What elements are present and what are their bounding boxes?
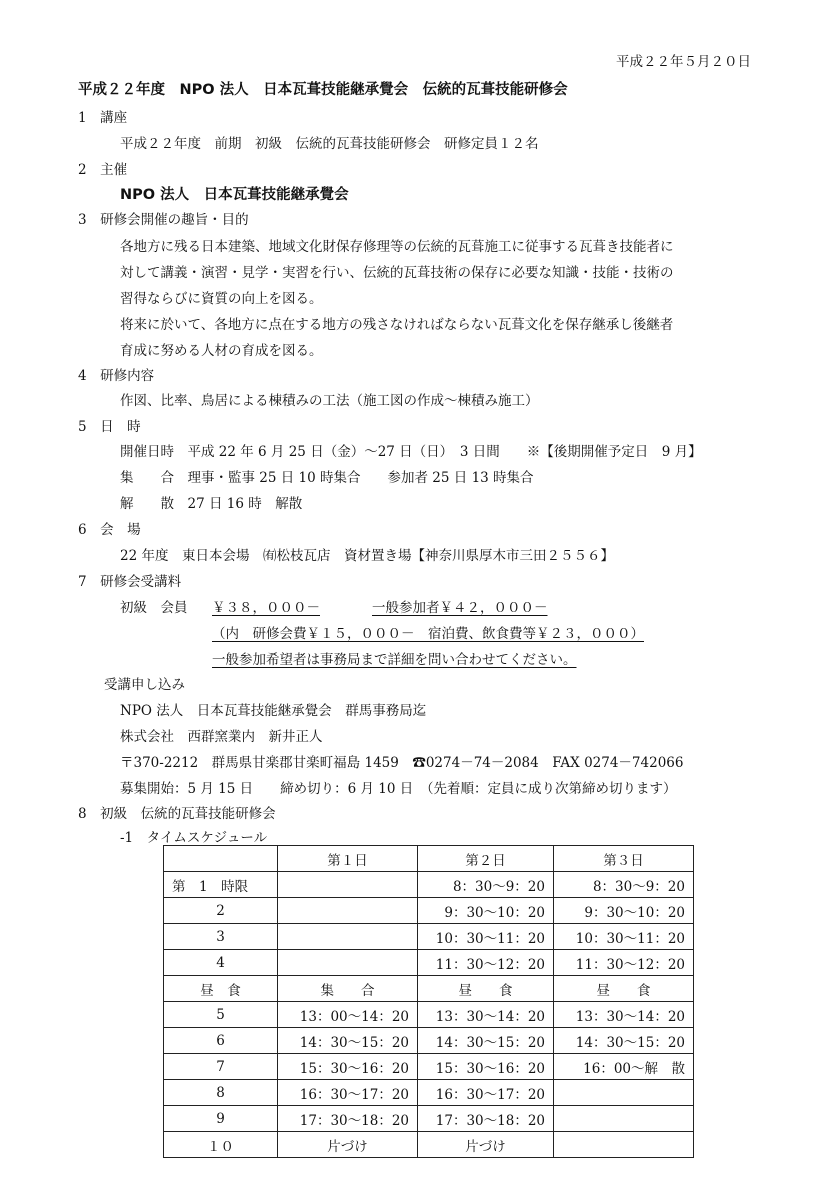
schedule-header-day-3: 第３日 — [554, 846, 694, 872]
day-3-cell: 13：30～14：20 — [554, 1002, 694, 1028]
period-cell: 第 1 時限 — [164, 872, 278, 898]
section-4-body: 作図、比率、鳥居による棟積みの工法（施工図の作成～棟積み施工） — [120, 393, 539, 409]
day-2-cell: 9：30～10：20 — [418, 898, 554, 924]
schedule-row — [164, 1054, 694, 1080]
schedule-row — [164, 950, 694, 976]
section-5-heading: 5 日 時 — [78, 419, 141, 435]
day-3-cell: 10：30～11：20 — [554, 924, 694, 950]
period-cell: 3 — [164, 924, 278, 950]
day-3-cell: 16：00～解 散 — [554, 1054, 694, 1080]
day-3-cell: 昼 食 — [554, 976, 694, 1002]
period-cell: １０ — [164, 1132, 278, 1158]
schedule-row — [164, 898, 694, 924]
day-2-cell: 17：30～18：20 — [418, 1106, 554, 1132]
section-3-line: 将来に於いて、各地方に点在する地方の残さなければならない瓦葺文化を保存継承し後継者 — [120, 317, 674, 333]
schedule-row — [164, 924, 694, 950]
section-1-heading: 1 講座 — [78, 110, 128, 126]
period-cell: 8 — [164, 1080, 278, 1106]
schedule-row — [164, 1080, 694, 1106]
day-2-cell: 14：30～15：20 — [418, 1028, 554, 1054]
day-2-cell: 16：30～17：20 — [418, 1080, 554, 1106]
day-1-cell: 13：00～14：20 — [278, 1002, 418, 1028]
document-date: 平成２２年５月２０日 — [616, 54, 751, 70]
day-3-cell: 14：30～15：20 — [554, 1028, 694, 1054]
day-1-cell: 14：30～15：20 — [278, 1028, 418, 1054]
day-1-cell — [278, 950, 418, 976]
section-6-heading: 6 会 場 — [78, 522, 141, 538]
period-cell: 4 — [164, 950, 278, 976]
section-3-line: 対して講義・演習・見学・実習を行い、伝統的瓦葺技術の保存に必要な知識・技能・技術の — [120, 265, 674, 281]
section-3-line: 各地方に残る日本建築、地域文化財保存修理等の伝統的瓦葺施工に従事する瓦葺き技能者に — [120, 239, 674, 255]
day-1-cell — [278, 872, 418, 898]
schedule-header-cell — [164, 846, 278, 872]
day-1-cell: 片づけ — [278, 1132, 418, 1158]
schedule-row — [164, 872, 694, 898]
period-cell: 2 — [164, 898, 278, 924]
schedule-row — [164, 1132, 694, 1158]
day-2-cell: 11：30～12：20 — [418, 950, 554, 976]
day-2-cell: 8：30～9：20 — [418, 872, 554, 898]
section-2-body: NPO 法人 日本瓦葺技能継承覺会 — [120, 187, 349, 203]
fee-breakdown: （内 研修会費￥１５，０００－ 宿泊費、飲食費等￥２３，０００） — [212, 626, 644, 642]
schedule-subheading: -1 タイムスケジュール — [120, 830, 268, 846]
day-2-cell: 昼 食 — [418, 976, 554, 1002]
day-3-cell — [554, 1080, 694, 1106]
section-5-line: 開催日時 平成 22 年 6 月 25 日（金）～27 日（日） 3 日間 ※【後期開催予定日 9 月】 — [120, 444, 702, 460]
period-cell: 9 — [164, 1106, 278, 1132]
schedule-header-day-1: 第１日 — [278, 846, 418, 872]
day-2-cell: 13：30～14：20 — [418, 1002, 554, 1028]
period-cell: 6 — [164, 1028, 278, 1054]
schedule-row — [164, 1028, 694, 1054]
apply-line: NPO 法人 日本瓦葺技能継承覺会 群馬事務局迄 — [120, 703, 427, 719]
day-3-cell: 8：30～9：20 — [554, 872, 694, 898]
section-3-heading: 3 研修会開催の趣旨・目的 — [78, 212, 249, 228]
section-4-heading: 4 研修内容 — [78, 368, 155, 384]
schedule-header-day-2: 第２日 — [418, 846, 554, 872]
day-2-cell: 10：30～11：20 — [418, 924, 554, 950]
document-title: 平成２２年度 NPO 法人 日本瓦葺技能継承覺会 伝統的瓦葺技能研修会 — [78, 82, 568, 98]
schedule-header-row — [164, 846, 694, 872]
day-1-cell: 17：30～18：20 — [278, 1106, 418, 1132]
period-cell: 7 — [164, 1054, 278, 1080]
section-5-line: 集 合 理事・監事 25 日 10 時集合 参加者 25 日 13 時集合 — [120, 470, 534, 486]
apply-period: 募集開始：5 月 15 日 締め切り：6 月 10 日 （先着順：定員に成り次第締め切ります） — [120, 781, 677, 797]
section-2-heading: 2 主催 — [78, 162, 128, 178]
apply-line: 株式会社 西群窯業内 新井正人 — [120, 729, 323, 745]
day-1-cell — [278, 924, 418, 950]
day-1-cell — [278, 898, 418, 924]
day-3-cell: 11：30～12：20 — [554, 950, 694, 976]
day-1-cell: 集 合 — [278, 976, 418, 1002]
period-cell: 5 — [164, 1002, 278, 1028]
apply-heading: 受講申し込み — [104, 677, 185, 693]
day-1-cell: 15：30～16：20 — [278, 1054, 418, 1080]
fee-level-label: 初級 会員 — [120, 600, 188, 616]
section-6-body: 22 年度 東日本会場 ㈲松枝瓦店 資材置き場【神奈川県厚木市三田２５５６】 — [120, 548, 614, 564]
day-2-cell: 片づけ — [418, 1132, 554, 1158]
fee-note: 一般参加希望者は事務局まで詳細を問い合わせてください。 — [212, 652, 577, 668]
apply-contact: 〒370-2212 群馬県甘楽郡甘楽町福島 1459 ☎0274－74－2084 FAX 0274－742066 — [120, 755, 684, 771]
schedule-row — [164, 1002, 694, 1028]
schedule-table — [163, 845, 694, 1158]
section-7-heading: 7 研修会受講料 — [78, 574, 182, 590]
day-3-cell — [554, 1106, 694, 1132]
section-5-line: 解 散 27 日 16 時 解散 — [120, 496, 303, 512]
section-1-body: 平成２２年度 前期 初級 伝統的瓦葺技能研修会 研修定員１２名 — [120, 136, 539, 152]
schedule-row — [164, 976, 694, 1002]
section-3-line: 習得ならびに資質の向上を図る。 — [120, 291, 323, 307]
schedule-row — [164, 1106, 694, 1132]
day-2-cell: 15：30～16：20 — [418, 1054, 554, 1080]
day-3-cell — [554, 1132, 694, 1158]
section-3-line: 育成に努める人材の育成を図る。 — [120, 343, 323, 359]
section-8-heading: 8 初級 伝統的瓦葺技能研修会 — [78, 806, 276, 822]
general-fee: 一般参加者￥４２，０００－ — [372, 600, 548, 616]
period-cell: 昼 食 — [164, 976, 278, 1002]
member-fee: ￥３８，０００－ — [212, 600, 320, 616]
day-3-cell: 9：30～10：20 — [554, 898, 694, 924]
day-1-cell: 16：30～17：20 — [278, 1080, 418, 1106]
